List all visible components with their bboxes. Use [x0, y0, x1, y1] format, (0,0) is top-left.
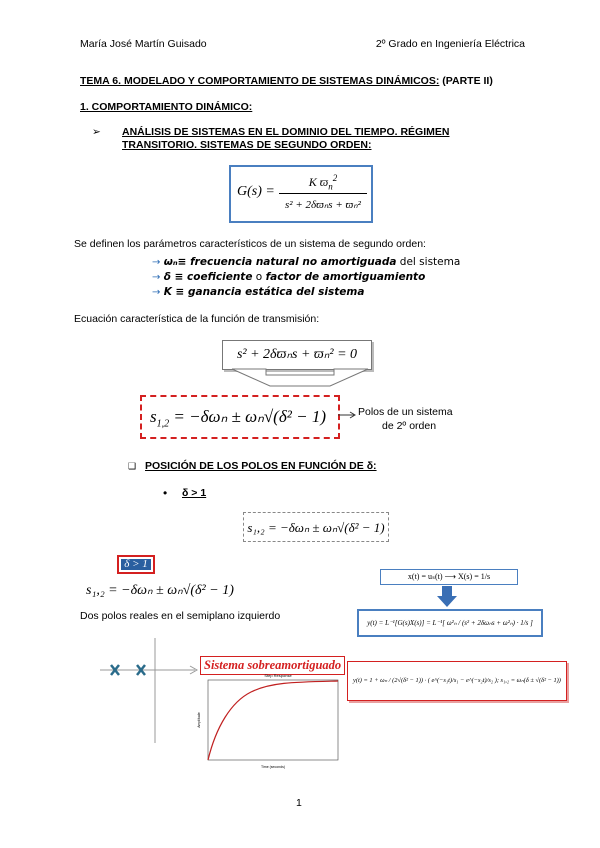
- subsection-line2: TRANSITORIO. SISTEMAS DE SEGUNDO ORDEN:: [122, 139, 372, 151]
- roots-equation: $s_{1,2} = -\delta\omega_n \pm \omega_n√(\delta^2 - 1)$: [150, 407, 326, 430]
- case-label: δ > 1: [182, 487, 207, 499]
- tf-denominator: s² + 2δϖₙs + ϖₙ²: [285, 199, 361, 211]
- step-input-box: x(t) = uₛ(t) ⟶ X(s) = 1/s: [380, 569, 518, 585]
- param-omega: → ωₙ≡ frecuencia natural no amortiguada del sistema: [152, 256, 461, 268]
- plot-title: Step Response: [264, 673, 292, 678]
- param-delta: → δ ≡ coeficiente o factor de amortiguamiento: [152, 271, 426, 283]
- roots-small-box: s₁,₂ = −δωₙ ± ωₙ√(δ² − 1): [243, 512, 389, 542]
- response-eq-box: y(t) = 1 + ωₙ / (2√(δ² − 1)) · ( e^(−s₁t)/s₁ − e^(−s₂t)/s₂ ); s₁,₂ = ωₙ(δ ± √(δ² − 1)): [347, 661, 567, 701]
- char-eq-box: s² + 2δϖₙs + ϖₙ² = 0: [222, 340, 372, 370]
- title-main: TEMA 6. MODELADO Y COMPORTAMIENTO DE SISTEMAS DINÁMICOS:: [80, 75, 440, 87]
- title-part: (PARTE II): [439, 75, 493, 87]
- pole-plot: [100, 638, 200, 748]
- char-eq-intro: Ecuación característica de la función de transmisión:: [74, 313, 320, 325]
- subsection-line1: ANÁLISIS DE SISTEMAS EN EL DOMINIO DEL TIEMPO. RÉGIMEN: [122, 126, 450, 138]
- roots-left: s₁,₂ = −δωₙ ± ωₙ√(δ² − 1): [86, 583, 234, 598]
- converge-arrow-icon: [230, 368, 370, 388]
- param-k: → K ≡ ganancia estática del sistema: [152, 286, 365, 298]
- plot-frame: [208, 680, 338, 760]
- section-heading: 1. COMPORTAMIENTO DINÁMICO:: [80, 101, 253, 113]
- right-arrow-icon: [338, 410, 358, 420]
- plot-ylabel: Amplitude: [197, 712, 201, 728]
- delta-badge: δ > 1: [117, 555, 155, 574]
- subsection-arrow: ➢: [92, 126, 101, 138]
- tf-numerator: K $ϖ_n^2$: [279, 173, 367, 194]
- roots-label-1: Polos de un sistema: [358, 406, 453, 418]
- tf-lhs: G(s) =: [237, 184, 275, 199]
- roots-box: [140, 395, 340, 439]
- laplace-eq-box: y(t) = L⁻¹[G(s)X(s)] = L⁻¹[ ω²ₙ / (s² + 2δωₙs + ω²ₙ) · 1/s ]: [357, 609, 543, 637]
- transfer-function-box: [229, 165, 373, 223]
- two-poles-text: Dos polos reales en el semiplano izquierdo: [80, 610, 281, 622]
- poles-heading: POSICIÓN DE LOS POLOS EN FUNCIÓN DE δ:: [145, 460, 377, 472]
- params-intro: Se definen los parámetros característicos de un sistema de segundo orden:: [74, 238, 426, 250]
- down-arrow-icon: [436, 586, 458, 608]
- plot-xlabel: Time (seconds): [261, 765, 285, 769]
- page-number: 1: [296, 797, 302, 809]
- header-author: María José Martín Guisado: [80, 38, 207, 50]
- roots-label-2: de 2º orden: [382, 420, 437, 432]
- response-title: Sistema sobreamortiguado: [200, 656, 345, 675]
- page-title: [80, 75, 493, 87]
- checkbox-marker: ❑: [128, 461, 137, 471]
- step-response-plot: [196, 672, 346, 772]
- case-bullet: •: [163, 486, 168, 500]
- header-course: 2º Grado en Ingeniería Eléctrica: [375, 38, 525, 50]
